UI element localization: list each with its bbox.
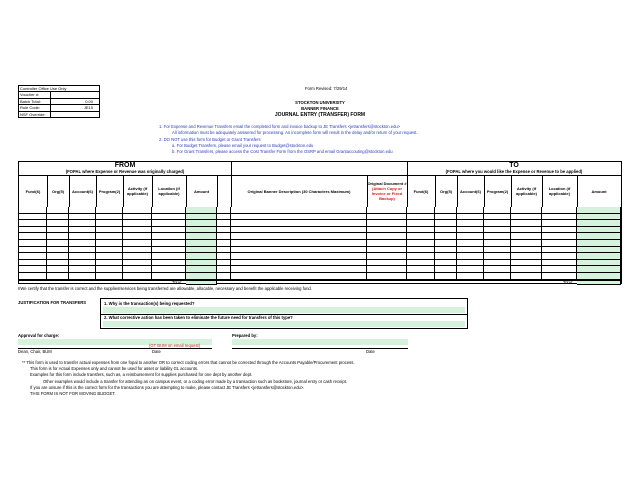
to-col-2-cell[interactable] [457,253,484,260]
from-col-3-header [96,175,124,207]
spacer-col-cell [217,227,231,234]
document-col-cell[interactable] [367,266,407,273]
from-col-6-cell[interactable] [186,207,217,214]
from-col-6-cell[interactable] [186,247,217,254]
spacer-col-cell [217,233,231,240]
document-col-note: (Attach Copy or Invoice or Fixed Backup) [371,186,403,201]
from-col-4-label: Activity (if applicable) [127,186,148,196]
to-col-4-cell[interactable] [511,207,542,214]
from-col-1-cell[interactable] [47,207,69,214]
voucher-row: Voucher #: [19,91,99,97]
from-col-1-cell[interactable] [47,233,69,240]
from-col-3-cell[interactable] [96,214,123,221]
to-col-3-header [484,175,512,207]
from-col-2-cell[interactable] [69,227,96,234]
document-col-cell[interactable] [367,240,407,247]
transfer-grid [18,161,622,284]
from-col-1-cell[interactable] [47,240,69,247]
from-col-1-cell[interactable] [47,227,69,234]
footer-note-2: This form is for Actual Expenses only and cannot be used for asset or liability GL accounts. [30,366,199,371]
batch-total-field[interactable]: 0.00 [85,98,93,104]
from-col-1-cell[interactable] [47,260,69,267]
to-col-3-cell[interactable] [484,214,511,221]
from-col-5-cell[interactable] [152,253,186,260]
footer-note-3: Examples for this form include transfers, such as, a reimbursement for supplies purchased for one dept by another dept. [30,372,253,377]
to-title: TO [509,162,519,169]
from-col-5-cell[interactable] [152,227,186,234]
from-col-0-cell[interactable] [19,220,47,227]
to-col-6-cell[interactable] [577,214,621,221]
date-label-2: Date [366,349,375,354]
from-col-1-cell[interactable] [47,273,69,280]
to-col-2-cell[interactable] [457,240,484,247]
prepared-label: Prepared by: [232,333,258,338]
from-col-6-label: Amount [193,188,210,194]
description-col-cell[interactable] [231,220,367,227]
to-col-0-cell[interactable] [407,260,435,267]
to-col-1-cell[interactable] [435,207,457,214]
from-col-5-cell[interactable] [152,266,186,273]
from-col-4-cell[interactable] [123,207,152,214]
description-col-cell[interactable] [231,214,367,221]
to-col-6-cell[interactable] [577,260,621,267]
to-col-0-cell[interactable] [407,227,435,234]
to-col-4-cell[interactable] [511,260,542,267]
from-col-4-cell[interactable] [123,220,152,227]
from-col-6-cell[interactable] [186,266,217,273]
grid-header [19,162,621,176]
to-col-3-cell[interactable] [484,227,511,234]
to-col-5-cell[interactable] [542,233,577,240]
from-col-2-cell[interactable] [69,247,96,254]
instruction-2b: b. For Grant Transfers, please access the Cost Transfer Form from the OSRP and email Grantaccouting@stockton.edu [172,149,393,154]
to-col-0-label: Fund(6) [413,188,429,194]
from-col-1-cell[interactable] [47,247,69,254]
form-revised: Form Revised: 7/29/14 [305,86,348,91]
to-col-5-cell[interactable] [542,247,577,254]
from-col-1-cell[interactable] [47,214,69,221]
from-col-4-cell[interactable] [123,214,152,221]
dean-label: Dean, Chair, BUM [18,349,52,354]
from-col-3-cell[interactable] [96,233,123,240]
to-col-0-cell[interactable] [407,266,435,273]
to-col-2-cell[interactable] [457,233,484,240]
to-col-3-cell[interactable] [484,260,511,267]
to-col-6-cell[interactable] [577,227,621,234]
to-col-6-label: Amount [591,188,607,194]
document-col-header [367,175,408,207]
to-col-5-cell[interactable] [542,214,577,221]
spacer-col-cell [217,253,231,260]
to-col-2-cell[interactable] [457,266,484,273]
to-col-3-cell[interactable] [484,247,511,254]
from-col-6-cell[interactable] [186,240,217,247]
to-col-4-cell[interactable] [511,240,542,247]
instruction-1: 1. For Expense and Revenue Transfers email the completed form and invoice backup to JE Transfers <jetransfers@stockton.edu> [159,124,401,129]
to-col-3-cell[interactable] [484,220,511,227]
from-col-0-label: Fund(6) [25,188,41,194]
to-col-4-cell[interactable] [511,227,542,234]
from-col-3-cell[interactable] [96,220,123,227]
spacer-col-header [217,175,232,207]
from-col-4-cell[interactable] [123,247,152,254]
from-col-0-cell[interactable] [19,266,47,273]
from-col-3-cell[interactable] [96,247,123,254]
from-col-6-cell[interactable] [186,220,217,227]
to-col-5-cell[interactable] [542,240,577,247]
to-col-2-cell[interactable] [457,273,484,280]
to-col-6-cell[interactable] [577,207,621,214]
to-col-2-header [457,175,485,207]
description-col-cell[interactable] [231,273,367,280]
to-col-6-cell[interactable] [577,273,621,280]
voucher-field[interactable] [51,92,99,97]
instruction-1b: All information must be adequately answered for processing. An incomplete form will result in the delay and/or return of your request. [172,130,418,135]
to-col-5-header [542,175,578,207]
from-col-4-cell[interactable] [123,266,152,273]
to-col-3-cell[interactable] [484,253,511,260]
from-title: FROM [114,162,136,169]
from-col-6-cell[interactable] [186,227,217,234]
to-col-3-cell[interactable] [484,233,511,240]
spacer-col-cell [217,260,231,267]
from-col-2-cell[interactable] [69,253,96,260]
to-col-0-cell[interactable] [407,233,435,240]
spacer-col-cell [217,214,231,221]
to-col-0-cell[interactable] [407,214,435,221]
to-col-1-cell[interactable] [435,214,457,221]
from-col-2-cell[interactable] [69,220,96,227]
description-col-header [231,175,368,207]
nsf-override-row: NSF Override: [19,111,99,117]
from-col-4-cell[interactable] [123,240,152,247]
to-col-5-cell[interactable] [542,260,577,267]
description-col-cell[interactable] [231,247,367,254]
instruction-2a: a. For Budget Transfers, please email your request to Budget@stockton.edu [172,143,314,148]
to-col-4-cell[interactable] [511,266,542,273]
footer-note-1: ** This form is used to transfer actual expenses from one fopal to another OR to correct coding errors that cannot be corrected through the Accounts Payable/Procurement process. [22,360,355,365]
rule-code-row: Rule Code: JE15 [19,104,99,110]
document-col-cell[interactable] [367,214,407,221]
to-col-5-cell[interactable] [542,227,577,234]
from-col-4-cell[interactable] [123,233,152,240]
to-col-2-cell[interactable] [457,214,484,221]
from-col-4-cell[interactable] [123,260,152,267]
from-col-6-cell[interactable] [186,260,217,267]
footer-note-6: THIS FORM IS NOT FOR MOVING BUDGET. [30,391,116,396]
to-col-4-cell[interactable] [511,214,542,221]
from-col-6-cell[interactable] [186,273,217,280]
to-col-4-cell[interactable] [511,253,542,260]
from-col-3-cell[interactable] [96,253,123,260]
to-col-4-cell[interactable] [511,247,542,254]
from-col-3-label: Program(2) [98,188,121,194]
description-col-cell[interactable] [231,227,367,234]
to-col-5-cell[interactable] [542,266,577,273]
from-col-4-cell[interactable] [123,253,152,260]
footer-note-4: Other examples would include a transfer for attending an on campus event, or a coding error made by a transaction such as bookstore, journal entry or cash receipt. [43,379,347,384]
spacer-col-cell [217,220,231,227]
from-col-5-cell[interactable] [152,260,186,267]
to-col-0-cell[interactable] [407,253,435,260]
from-col-2-header [69,175,97,207]
spacer-col-cell [217,207,231,214]
to-col-3-cell[interactable] [484,266,511,273]
to-col-1-cell[interactable] [435,253,457,260]
to-col-3-cell[interactable] [484,273,511,280]
department-name: BANNER FINANCE [301,106,339,111]
from-col-3-cell[interactable] [96,227,123,234]
to-col-1-label: Org(5) [440,188,452,194]
from-col-0-cell[interactable] [19,247,47,254]
certify-statement: I/We certify that the transfer is correct and the supplies/services being transferred are allowable, allocable, necessary and benefit the applicable receiving fund. [18,286,312,291]
to-col-2-cell[interactable] [457,260,484,267]
to-col-6-cell[interactable] [577,220,621,227]
document-col-cell[interactable] [367,253,407,260]
to-col-1-cell[interactable] [435,220,457,227]
document-col-cell[interactable] [367,260,407,267]
from-col-2-cell[interactable] [69,260,96,267]
from-col-5-cell[interactable] [152,273,186,280]
prepared-input[interactable] [232,339,408,345]
instruction-2: 2. DO NOT use this form for Budget or Grant Transfers [159,137,261,142]
to-col-5-cell[interactable] [542,220,577,227]
justification-label: JUSTIFICATION FOR TRANSFERS [18,300,87,305]
from-col-3-cell[interactable] [96,273,123,280]
to-col-4-label: Activity (if applicable) [516,186,537,196]
description-col-cell[interactable] [231,240,367,247]
justification-box [100,298,468,329]
from-col-0-cell[interactable] [19,260,47,267]
from-total-label: Total: [171,279,182,285]
to-col-6-cell[interactable] [577,233,621,240]
to-col-1-cell[interactable] [435,233,457,240]
from-col-1-cell[interactable] [47,253,69,260]
to-col-2-label: Account(6) [460,188,481,194]
document-col-cell[interactable] [367,233,407,240]
from-subtitle: (FOPAL where Expense or Revenue was originally charged) [65,169,185,174]
to-total-label: Total: [562,279,573,285]
to-col-5-cell[interactable] [542,207,577,214]
document-col-cell[interactable] [367,207,407,214]
approval-note: (GT BUM on email request) [149,343,201,348]
document-col-cell[interactable] [367,273,407,280]
approval-label: Approval for charge: [18,333,60,338]
description-col-cell[interactable] [231,207,367,214]
to-col-1-cell[interactable] [435,260,457,267]
to-col-6-cell[interactable] [577,266,621,273]
to-col-1-cell[interactable] [435,240,457,247]
to-col-0-header [407,175,436,207]
question-2: 2. What corrective action has been taken to eliminate the future need for transfers of this type? [104,315,293,320]
from-col-5-label: Location (if applicable) [158,186,180,196]
from-col-2-cell[interactable] [69,273,96,280]
from-col-0-cell[interactable] [19,214,47,221]
to-col-0-cell[interactable] [407,220,435,227]
description-col-cell[interactable] [231,260,367,267]
from-col-5-cell[interactable] [152,247,186,254]
from-col-3-cell[interactable] [96,207,123,214]
from-col-3-cell[interactable] [96,240,123,247]
to-col-5-cell[interactable] [542,253,577,260]
to-col-2-cell[interactable] [457,207,484,214]
from-col-3-cell[interactable] [96,266,123,273]
from-col-5-cell[interactable] [152,207,186,214]
to-col-1-cell[interactable] [435,266,457,273]
document-col-cell[interactable] [367,220,407,227]
from-col-2-cell[interactable] [69,233,96,240]
from-col-3-cell[interactable] [96,260,123,267]
to-col-1-header [435,175,458,207]
question-1: 1. Why is the transaction(s) being requested? [104,301,195,306]
spacer-col-cell [217,247,231,254]
from-col-1-header [47,175,70,207]
to-col-4-cell[interactable] [511,273,542,280]
to-col-0-cell[interactable] [407,273,435,280]
spacer-col-cell [217,273,231,280]
from-col-6-cell[interactable] [186,214,217,221]
to-col-4-cell[interactable] [511,233,542,240]
from-col-0-cell[interactable] [19,253,47,260]
to-col-6-cell[interactable] [577,240,621,247]
from-col-5-cell[interactable] [152,233,186,240]
to-col-0-cell[interactable] [407,247,435,254]
document-col-cell[interactable] [367,227,407,234]
from-col-2-cell[interactable] [69,214,96,221]
to-col-5-cell[interactable] [542,273,577,280]
to-col-4-header [511,175,543,207]
batch-total-row: Batch Total: 0.00 [19,98,99,104]
from-col-4-cell[interactable] [123,273,152,280]
document-col-title: Original Document # [367,181,407,186]
from-col-0-header [19,175,48,207]
from-col-0-cell[interactable] [19,227,47,234]
from-col-5-cell[interactable] [152,240,186,247]
from-col-1-cell[interactable] [47,220,69,227]
university-name: STOCKTON UNIVERSITY [295,100,345,105]
question-2-input[interactable] [103,321,465,327]
from-col-5-cell[interactable] [152,220,186,227]
description-col-cell[interactable] [231,266,367,273]
to-col-1-cell[interactable] [435,247,457,254]
from-col-0-cell[interactable] [19,207,47,214]
to-col-3-cell[interactable] [484,240,511,247]
from-col-0-cell[interactable] [19,273,47,280]
to-col-1-cell[interactable] [435,227,457,234]
to-col-3-label: Program(2) [486,188,509,194]
to-col-0-cell[interactable] [407,207,435,214]
to-col-2-cell[interactable] [457,220,484,227]
from-col-5-cell[interactable] [152,214,186,221]
to-col-0-cell[interactable] [407,240,435,247]
rule-code-field[interactable]: JE15 [83,105,93,111]
description-col-cell[interactable] [231,233,367,240]
from-col-5-header [152,175,187,207]
description-col-label: Original Banner Description (30 Characters Maximum) [247,188,351,194]
from-col-6-cell[interactable] [186,253,217,260]
to-col-5-label: Location (if applicable) [548,186,571,196]
to-col-1-cell[interactable] [435,273,457,280]
page-title: JOURNAL ENTRY (TRANSFER) FORM [274,112,366,118]
spacer-col-cell [217,240,231,247]
from-col-4-header [123,175,153,207]
date-label-1: Date [152,349,161,354]
from-col-1-cell[interactable] [47,266,69,273]
controller-title: Controller Office Use Only [20,86,67,91]
from-col-2-cell[interactable] [69,266,96,273]
to-col-6-header [577,175,622,207]
to-col-2-cell[interactable] [457,227,484,234]
from-col-6-cell[interactable] [186,233,217,240]
to-col-3-cell[interactable] [484,207,511,214]
question-1-input[interactable] [103,307,465,313]
spacer-col-cell [217,266,231,273]
from-col-1-label: Org(5) [52,188,64,194]
to-col-6-cell[interactable] [577,253,621,260]
from-col-4-cell[interactable] [123,227,152,234]
footer-note-5: If you are unsure if this is the correct form for the transactions you are attempting to make, please contact JE Transfers <jetransfers@stockton.edu>. [30,385,305,390]
from-col-0-cell[interactable] [19,240,47,247]
to-col-2-cell[interactable] [457,247,484,254]
from-col-6-header [186,175,218,207]
to-col-4-cell[interactable] [511,220,542,227]
from-col-2-label: Account(6) [72,188,93,194]
from-col-2-cell[interactable] [69,240,96,247]
description-col-cell[interactable] [231,253,367,260]
from-col-0-cell[interactable] [19,233,47,240]
to-subtitle: (FOPAL where you would like the Expense or Revenue to be applied) [445,169,583,174]
from-col-2-cell[interactable] [69,207,96,214]
document-col-cell[interactable] [367,247,407,254]
to-col-6-cell[interactable] [577,247,621,254]
